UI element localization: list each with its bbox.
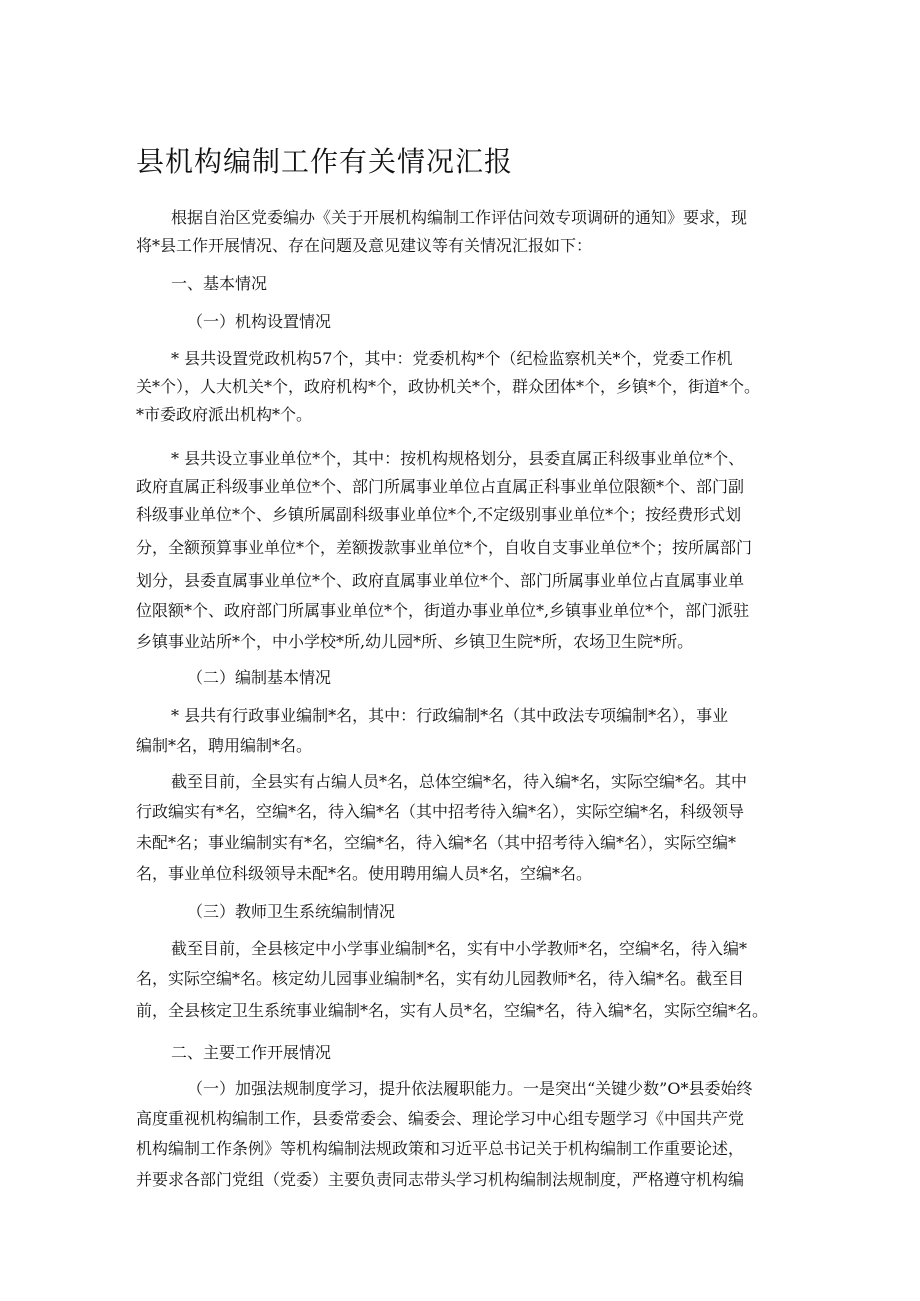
paragraph-line: 划分，县委直属事业单位*个、政府直属事业单位*个、部门所属事业单位占直属事业单 (136, 571, 745, 590)
paragraph-line: 截至目前，全县核定中小学事业编制*名，实有中小学教师*名，空编*名，待入编* (171, 939, 748, 958)
paragraph-line: 政府直属正科级事业单位*个、部门所属事业单位占直属正科事业单位限额*个、部门副 (136, 477, 745, 496)
paragraph-line: 分，全额预算事业单位*个，差额拨款事业单位*个，自收自支事业单位*个；按所属部门 (136, 538, 753, 557)
paragraph-line: （一）加强法规制度学习，提升依法履职能力。一是突出“关键少数”O*县委始终 (187, 1079, 753, 1098)
section-heading: 一、基本情况 (171, 274, 268, 293)
paragraph-line: 名，事业单位科级领导未配*名。使用聘用编人员*名，空编*名。 (136, 864, 593, 883)
paragraph-line: 行政编实有*名，空编*名，待入编*名（其中招考待入编*名），实际空编*名，科级领导 (136, 802, 745, 821)
paragraph-line: 高度重视机构编制工作，县委常委会、编委会、理论学习中心组专题学习《中国共产党 (136, 1109, 745, 1128)
subsection-heading: （三）教师卫生系统编制情况 (187, 902, 396, 921)
subsection-heading: （二）编制基本情况 (187, 668, 332, 687)
paragraph-line: 关*个），人大机关*个，政府机构*个，政协机关*个，群众团体*个，乡镇*个，街道*个。 (136, 377, 761, 396)
paragraph-line: * 县共设立事业单位*个，其中：按机构规格划分，县委直属正科级事业单位*个、 (171, 449, 745, 468)
paragraph-line: 前，全县核定卫生系统事业编制*名，实有人员*名，空编*名，待入编*名，实际空编*名。 (136, 1001, 769, 1020)
paragraph-line: 截至目前，全县实有占编人员*名，总体空编*名，待入编*名，实际空编*名。其中 (171, 772, 748, 791)
paragraph-line: * 县共有行政事业编制*名，其中：行政编制*名（其中政法专项编制*名），事业 (171, 706, 729, 725)
paragraph-line: 乡镇事业站所*个，中小学校*所,幼儿园*所、乡镇卫生院*所，农场卫生院*所。 (136, 632, 694, 651)
paragraph-line: * 县共设置党政机构57个，其中：党委机构*个（纪检监察机关*个，党委工作机 (171, 349, 733, 368)
paragraph-line: *市委政府派出机构*个。 (136, 405, 313, 424)
paragraph-line: 未配*名；事业编制实有*名，空编*名，待入编*名（其中招考待入编*名），实际空编* (136, 833, 737, 852)
paragraph-line: 根据自治区党委编办《关于开展机构编制工作评估问效专项调研的通知》要求，现 (171, 208, 748, 227)
paragraph-line: 名，实际空编*名。核定幼儿园事业编制*名，实有幼儿园教师*名，待入编*名。截至目 (136, 969, 745, 988)
document-title: 县机构编制工作有关情况汇报 (136, 145, 514, 178)
paragraph-line: 科级事业单位*个、乡镇所属副科级事业单位*个,不定级别事业单位*个；按经费形式划 (136, 505, 742, 524)
paragraph-line: 机构编制工作条例》等机构编制法规政策和习近平总书记关于机构编制工作重要论述， (136, 1139, 745, 1158)
paragraph-line: 编制*名，聘用编制*名。 (136, 736, 313, 755)
subsection-heading: （一）机构设置情况 (187, 312, 332, 331)
paragraph-line: 位限额*个、政府部门所属事业单位*个，街道办事业单位*,乡镇事业单位*个，部门派驻 (136, 601, 750, 620)
paragraph-line: 并要求各部门党组（党委）主要负责同志带头学习机构编制法规制度，严格遵守机构编 (136, 1170, 745, 1189)
paragraph-line: 将*县工作开展情况、存在问题及意见建议等有关情况汇报如下： (136, 236, 593, 255)
section-heading: 二、主要工作开展情况 (171, 1043, 332, 1062)
